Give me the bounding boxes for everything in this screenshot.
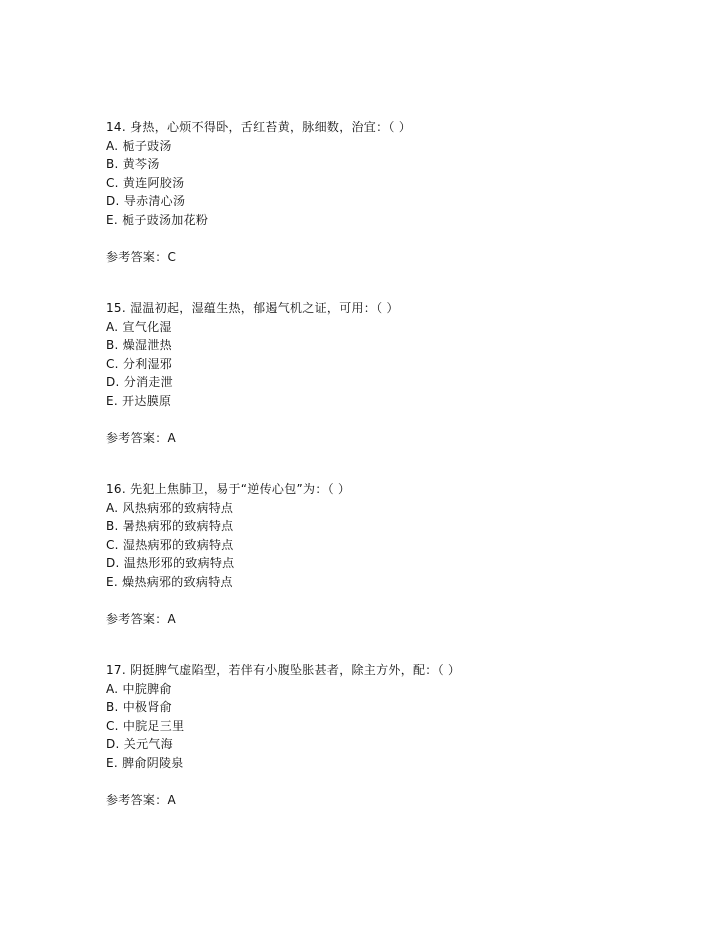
option-d: D. 分消走泄 [106, 375, 173, 390]
option-b: B. 燥湿泄热 [106, 338, 172, 353]
question-17 [106, 661, 666, 809]
option-e: E. 开达膜原 [106, 393, 172, 408]
option-b: B. 中极肾俞 [106, 700, 172, 715]
option-e: E. 脾俞阴陵泉 [106, 755, 184, 770]
question-14 [106, 118, 666, 266]
option-e: E. 燥热病邪的致病特点 [106, 574, 233, 589]
reference-answer: 参考答案：A [106, 792, 177, 807]
option-c: C. 中脘足三里 [106, 718, 185, 733]
question-stem: 17. 阴挺脾气虚陷型，若伴有小腹坠胀甚者，除主方外，配：（ ） [106, 663, 461, 677]
option-a: A. 宣气化湿 [106, 319, 172, 334]
option-a: A. 栀子豉汤 [106, 138, 172, 153]
reference-answer: 参考答案：A [106, 430, 177, 445]
question-15 [106, 299, 666, 447]
option-e: E. 栀子豉汤加花粉 [106, 212, 209, 227]
option-c: C. 湿热病邪的致病特点 [106, 537, 234, 552]
question-stem: 14. 身热，心烦不得卧，舌红苔黄，脉细数，治宜：（ ） [106, 120, 412, 134]
option-c: C. 分利湿邪 [106, 356, 173, 371]
reference-answer: 参考答案：A [106, 611, 177, 626]
option-d: D. 温热形邪的致病特点 [106, 556, 235, 571]
option-a: A. 中脘脾俞 [106, 681, 172, 696]
option-d: D. 关元气海 [106, 737, 173, 752]
question-stem: 15. 湿温初起，湿蕴生热，郁遏气机之证，可用：（ ） [106, 301, 399, 315]
option-d: D. 导赤清心汤 [106, 194, 186, 209]
option-b: B. 黄芩汤 [106, 157, 160, 172]
option-b: B. 暑热病邪的致病特点 [106, 519, 234, 534]
option-a: A. 风热病邪的致病特点 [106, 500, 234, 515]
reference-answer: 参考答案：C [106, 249, 177, 264]
option-c: C. 黄连阿胶汤 [106, 175, 185, 190]
question-stem: 16. 先犯上焦肺卫，易于“逆传心包”为：（ ） [106, 482, 351, 496]
question-16 [106, 480, 666, 628]
